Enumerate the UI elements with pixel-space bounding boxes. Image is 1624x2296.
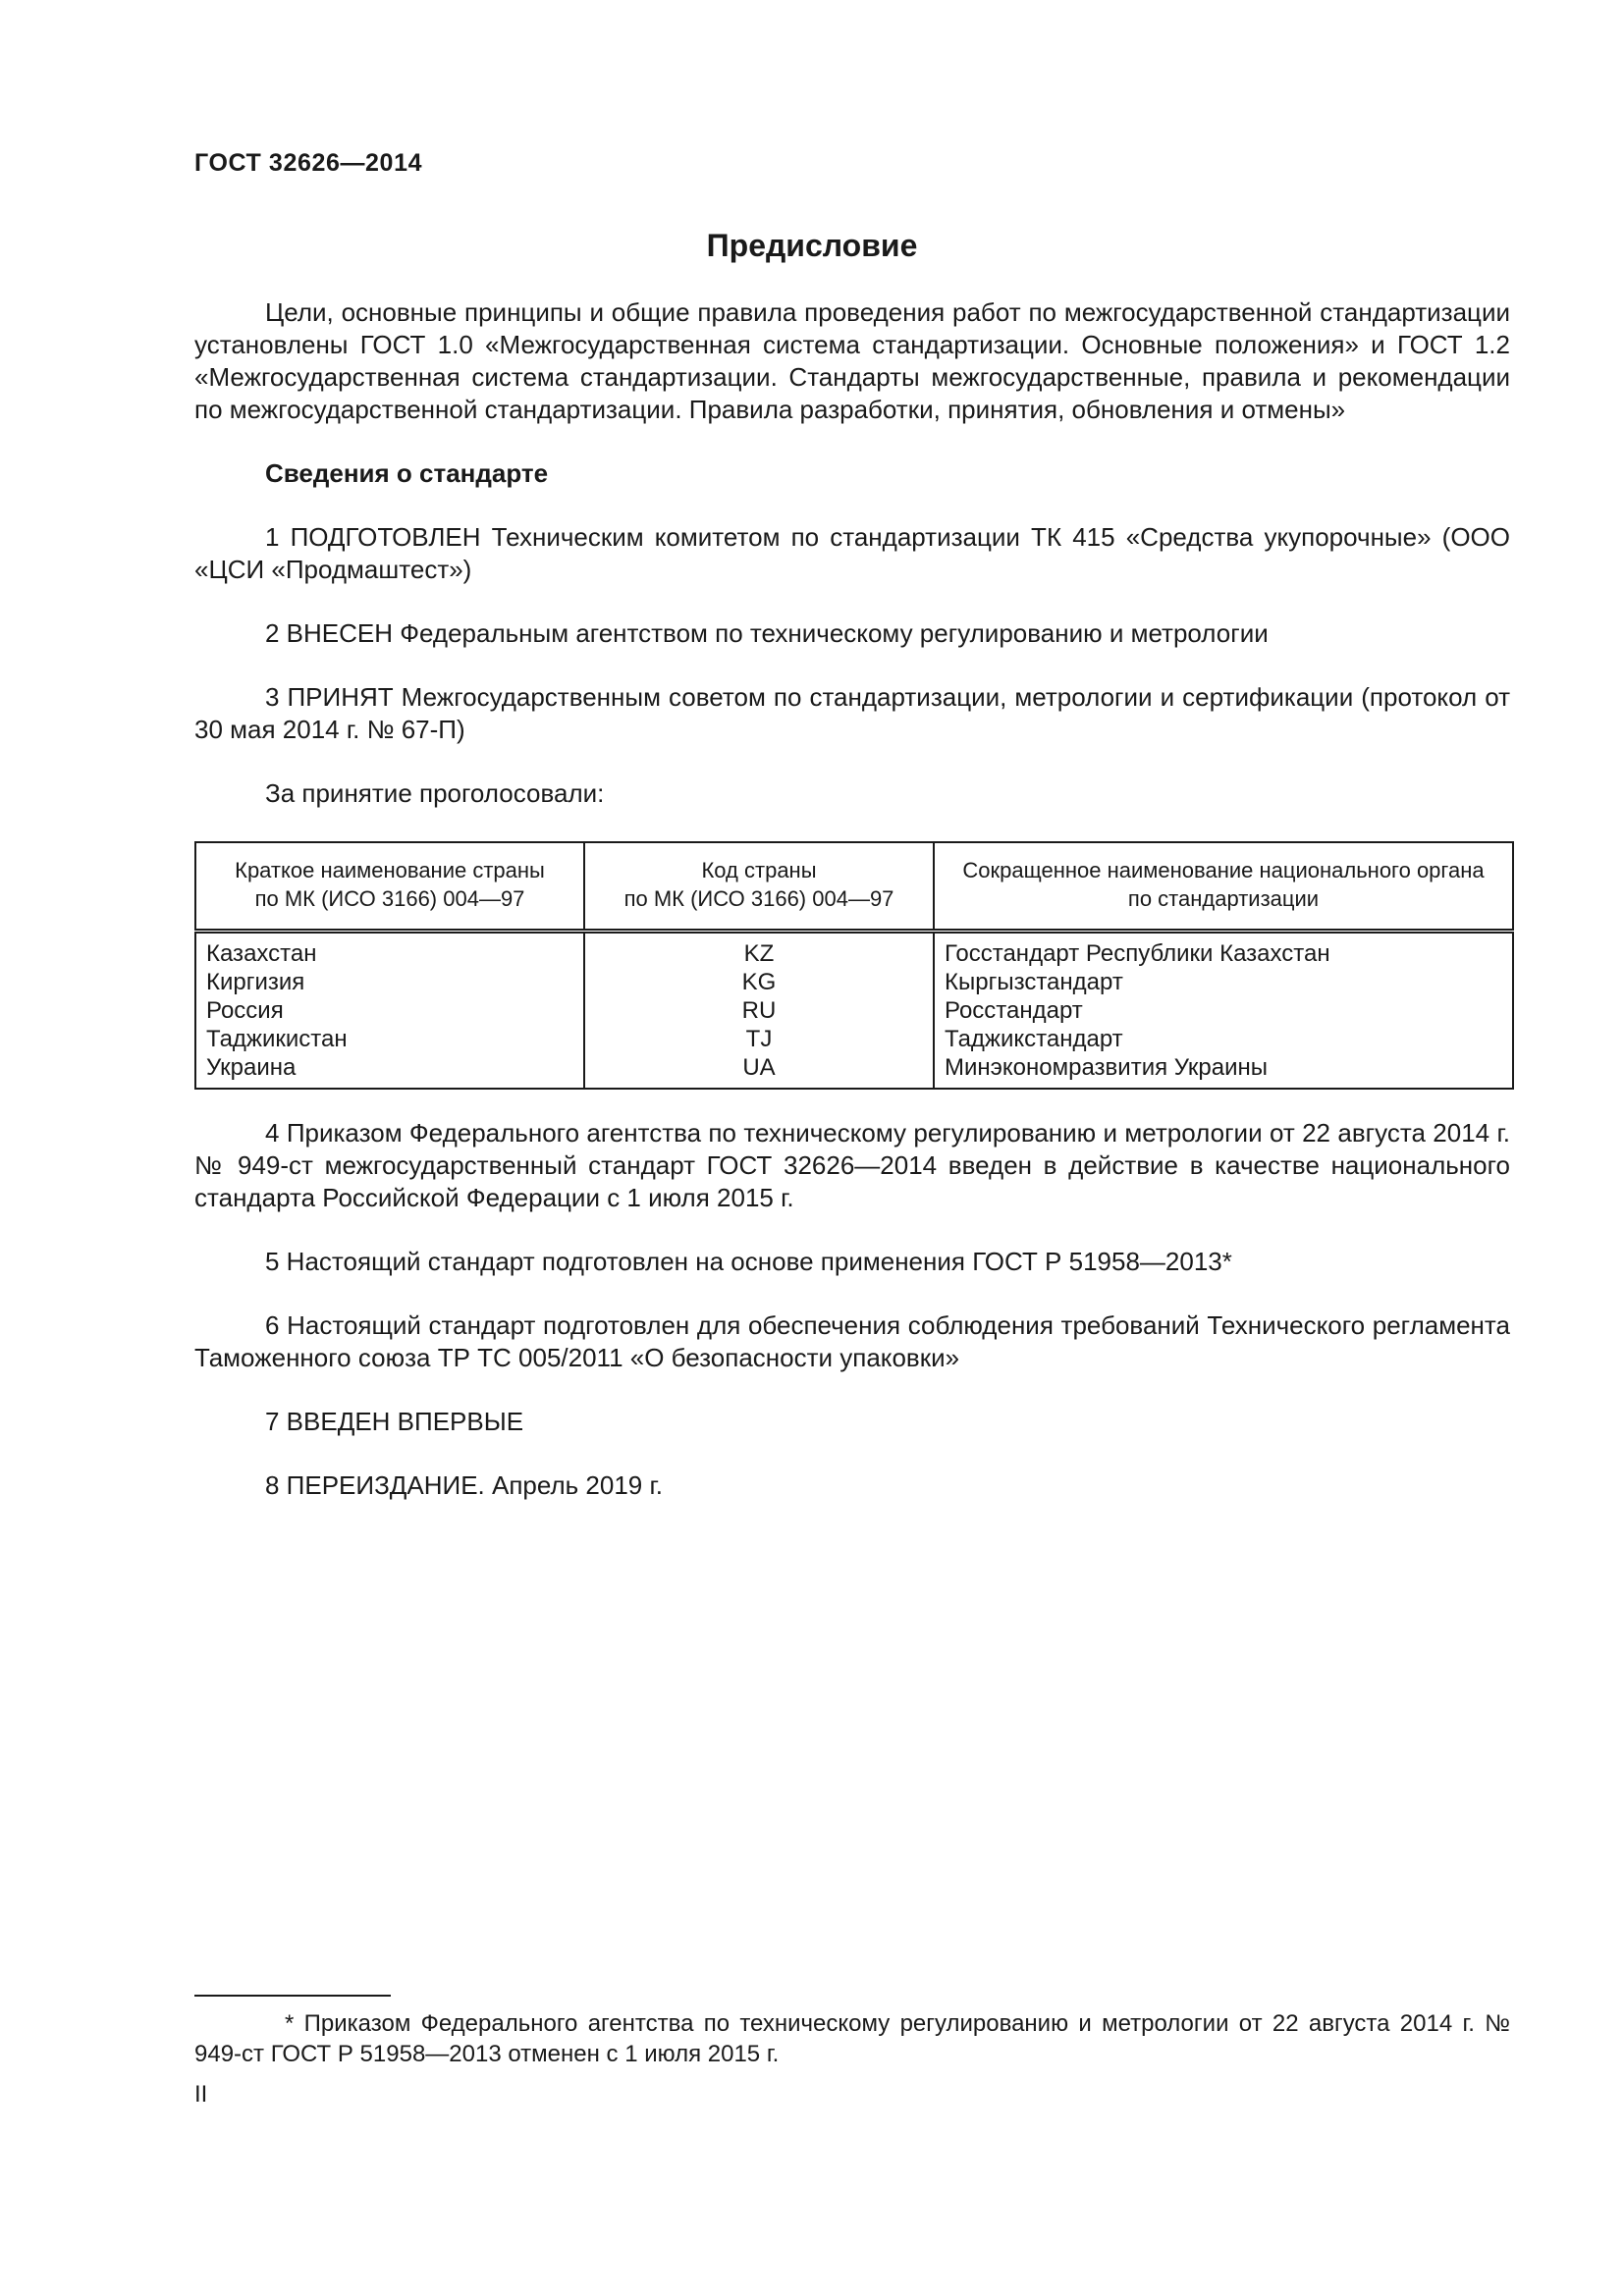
code-cell: RU	[584, 996, 934, 1025]
body-cell: Кыргызстандарт	[934, 968, 1513, 996]
table-row	[195, 932, 1513, 969]
body-cell: Госстандарт Республики Казахстан	[934, 932, 1513, 969]
country-cell: Россия	[195, 996, 584, 1025]
item-7-paragraph: 7 ВВЕДЕН ВПЕРВЫЕ	[265, 1407, 524, 1436]
item-4-paragraph: 4 Приказом Федерального агентства по техническому регулированию и метрологии от 22 августа 2014 г. № 949-ст межгосударственный стандарт ГОСТ 32626—2014 введен в действие в качестве национального стандарта Российской Федерации с 1 июля 2015 г.	[194, 1118, 1510, 1212]
table-header-row	[195, 842, 1513, 932]
intro-paragraph: Цели, основные принципы и общие правила проведения работ по межгосударственной стандартизации установлены ГОСТ 1.0 «Межгосударственная система стандартизации. Основные положения» и ГОСТ 1.2 «Межгосударственная система стандартизации. Стандарты межгосударственные, правила и рекомендации по межгосударственной стандартизации. Правила разработки, принятия, обновления и отмены»	[194, 297, 1510, 424]
item-3-paragraph: 3 ПРИНЯТ Межгосударственным советом по стандартизации, метрологии и сертификации (протокол от 30 мая 2014 г. № 67-П)	[194, 682, 1510, 744]
table-row	[195, 1025, 1513, 1053]
section-heading: Сведения о стандарте	[265, 458, 549, 488]
code-cell: KZ	[584, 932, 934, 969]
country-cell: Киргизия	[195, 968, 584, 996]
table-row	[195, 996, 1513, 1025]
footnote: * Приказом Федерального агентства по техническому регулированию и метрологии от 22 августа 2014 г. № 949-ст ГОСТ Р 51958—2013 отменен с 1 июля 2015 г.	[194, 2010, 1510, 2067]
header-country-code: Код страны по МК (ИСО 3166) 004—97	[584, 842, 934, 932]
voting-table	[194, 841, 1514, 1090]
footnote-divider	[194, 1995, 391, 1997]
document-designation: ГОСТ 32626—2014	[194, 149, 423, 177]
item-2-paragraph: 2 ВНЕСЕН Федеральным агентством по техническому регулированию и метрологии	[265, 618, 1269, 648]
country-cell: Украина	[195, 1053, 584, 1089]
voted-label: За принятие проголосовали:	[265, 778, 605, 808]
country-cell: Казахстан	[195, 932, 584, 969]
country-cell: Таджикистан	[195, 1025, 584, 1053]
page-title: Предисловие	[706, 228, 918, 263]
page-number: II	[194, 2081, 208, 2108]
main-content	[194, 296, 1510, 1533]
code-cell: KG	[584, 968, 934, 996]
item-1-paragraph: 1 ПОДГОТОВЛЕН Техническим комитетом по стандартизации ТК 415 «Средства укупорочные» (ООО «ЦСИ «Продмаштест»)	[194, 522, 1510, 584]
item-5-paragraph: 5 Настоящий стандарт подготовлен на основе применения ГОСТ Р 51958—2013*	[265, 1247, 1232, 1276]
table-row	[195, 1053, 1513, 1089]
body-cell: Минэкономразвития Украины	[934, 1053, 1513, 1089]
item-8-paragraph: 8 ПЕРЕИЗДАНИЕ. Апрель 2019 г.	[265, 1470, 664, 1500]
body-cell: Таджикстандарт	[934, 1025, 1513, 1053]
table-row	[195, 968, 1513, 996]
code-cell: UA	[584, 1053, 934, 1089]
body-cell: Росстандарт	[934, 996, 1513, 1025]
header-country-name: Краткое наименование страны по МК (ИСО 3166) 004—97	[195, 842, 584, 932]
header-national-body: Сокращенное наименование национального органа по стандартизации	[934, 842, 1513, 932]
item-6-paragraph: 6 Настоящий стандарт подготовлен для обеспечения соблюдения требований Технического регламента Таможенного союза ТР ТС 005/2011 «О безопасности упаковки»	[194, 1310, 1510, 1372]
code-cell: TJ	[584, 1025, 934, 1053]
